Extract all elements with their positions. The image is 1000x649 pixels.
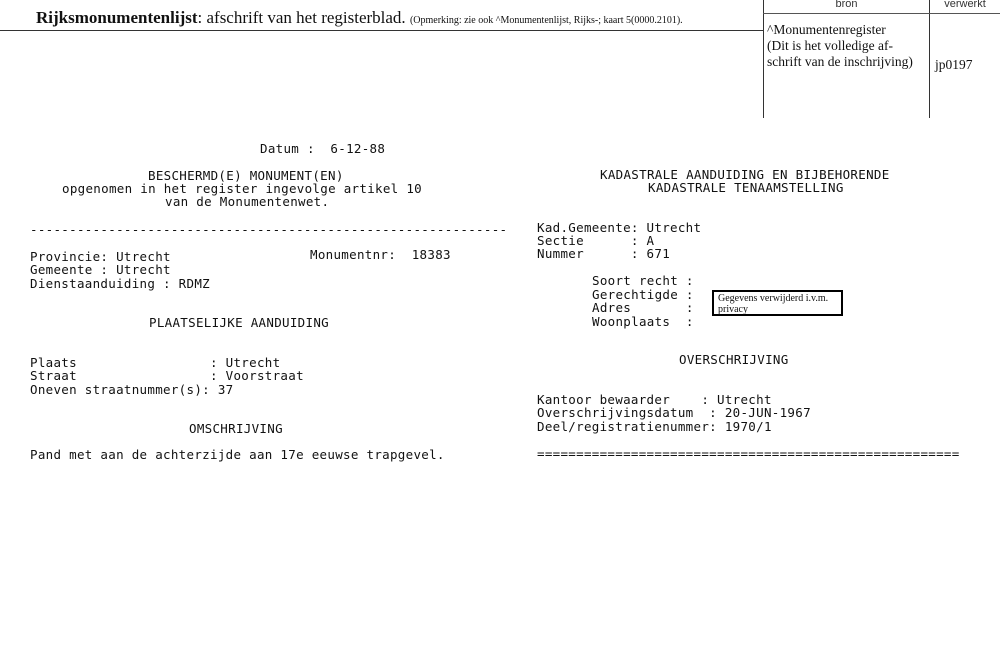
omschrijving-heading: OMSCHRIJVING xyxy=(189,421,283,436)
plaatselijke-heading: PLAATSELIJKE AANDUIDING xyxy=(149,315,329,330)
meta-header-divider xyxy=(763,13,1000,14)
meta-source-line: ^Monumentenregister xyxy=(767,22,886,37)
nummer: Nummer : 671 xyxy=(537,246,671,261)
straat: Straat : Voorstraat xyxy=(30,368,304,383)
left-heading-line-2: opgenomen in het register ingevolge artikel 10 xyxy=(62,181,422,196)
meta-source-line: (Dit is het volledige af- xyxy=(767,38,893,53)
adres: Adres : xyxy=(592,300,694,315)
monumentnr: Monumentnr: 18383 xyxy=(310,247,451,262)
privacy-notice: Gegevens verwijderd i.v.m. privacy xyxy=(712,290,843,316)
deel-registratienummer: Deel/registratienummer: 1970/1 xyxy=(537,419,772,434)
title-note: (Opmerking: zie ook ^Monumentenlijst, Rijks-; kaart 5(0000.2101). xyxy=(409,15,683,26)
title-rest: : afschrift van het registerblad. xyxy=(197,8,406,27)
plaats: Plaats : Utrecht xyxy=(30,355,281,370)
meta-col-bron: bron xyxy=(835,0,858,10)
left-heading-line-1: BESCHERMD(E) MONUMENT(EN) xyxy=(148,168,344,183)
right-equals-rule: ====================================================== xyxy=(537,446,960,461)
datum: Datum : 6-12-88 xyxy=(260,141,386,156)
omschrijving: Pand met aan de achterzijde aan 17e eeuwse trapgevel. xyxy=(30,447,445,462)
sectie: Sectie : A xyxy=(537,233,655,248)
woonplaats: Woonplaats : xyxy=(592,314,694,329)
gerechtigde: Gerechtigde : xyxy=(592,287,694,302)
overschrijvingsdatum: Overschrijvingsdatum : 20-JUN-1967 xyxy=(537,405,811,420)
left-heading-line-3: van de Monumentenwet. xyxy=(165,194,330,209)
gemeente: Gemeente : Utrecht xyxy=(30,262,171,277)
page-title xyxy=(36,8,683,28)
right-heading-line-2: KADASTRALE TENAAMSTELLING xyxy=(648,180,844,195)
overschrijving-heading: OVERSCHRIJVING xyxy=(679,352,789,367)
title-bold: Rijksmonumentenlijst xyxy=(36,8,198,27)
title-divider xyxy=(0,30,764,31)
oneven-straatnummer: Oneven straatnummer(s): 37 xyxy=(30,382,234,397)
meta-source xyxy=(767,22,932,70)
dienstaanduiding: Dienstaanduiding : RDMZ xyxy=(30,276,210,291)
left-dashed-rule: ------------------------------------------------------------- xyxy=(30,222,508,237)
kantoor-bewaarder: Kantoor bewaarder : Utrecht xyxy=(537,392,772,407)
meta-source-line: schrift van de inschrijving) xyxy=(767,54,913,69)
meta-col-verwerkt: verwerkt xyxy=(944,0,986,10)
right-heading-line-1: KADASTRALE AANDUIDING EN BIJBEHORENDE xyxy=(600,167,890,182)
soort-recht: Soort recht : xyxy=(592,273,694,288)
meta-code: jp0197 xyxy=(935,57,973,72)
provincie: Provincie: Utrecht xyxy=(30,249,171,264)
kad-gemeente: Kad.Gemeente: Utrecht xyxy=(537,220,702,235)
